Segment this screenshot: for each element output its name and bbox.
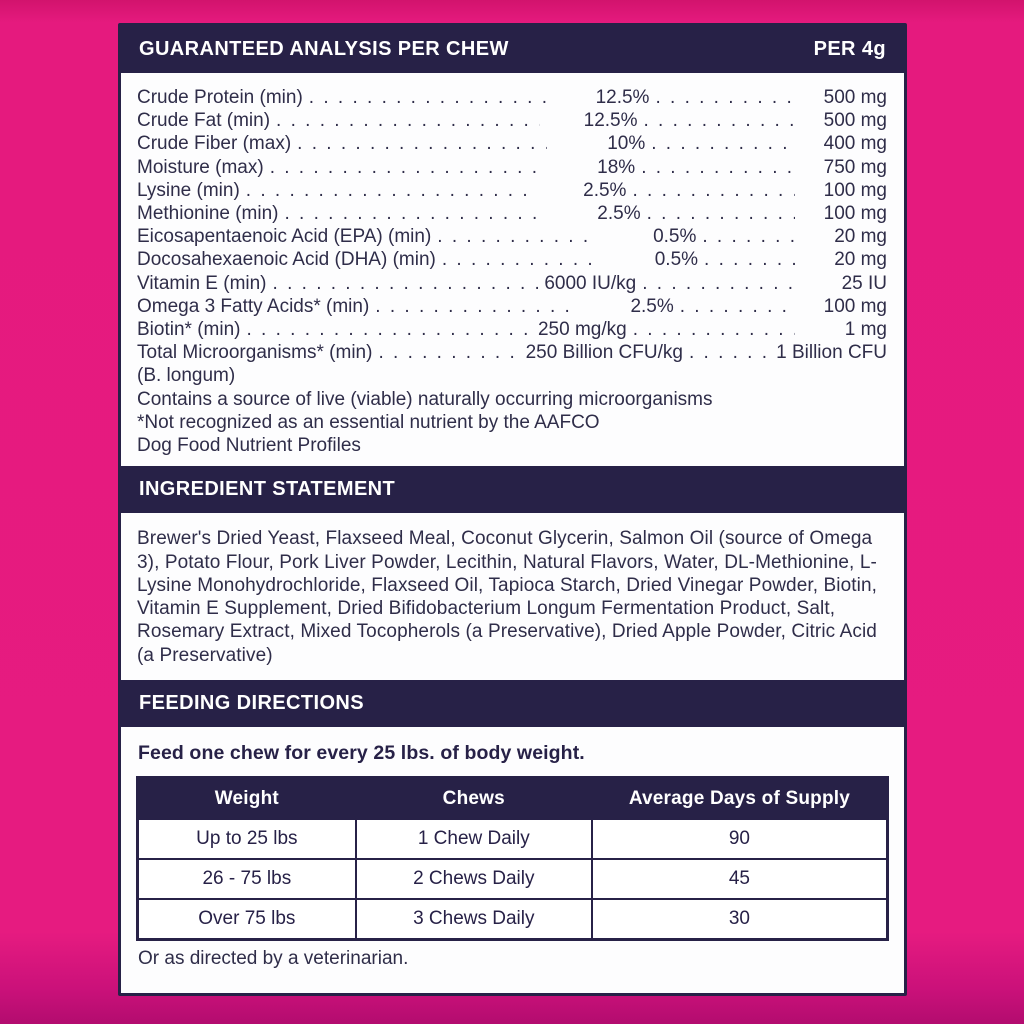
analysis-row — [137, 86, 887, 109]
nutrient-amount: 1 Billion CFU — [776, 342, 887, 364]
dot-leader — [642, 272, 795, 295]
nutrient-amount: 100 mg — [823, 203, 887, 225]
weight-cell: Over 75 lbs — [138, 899, 356, 940]
nutrient-amount: 25 IU — [841, 272, 887, 294]
analysis-row — [137, 318, 887, 341]
analysis-row — [137, 132, 887, 155]
feeding-table-header-row — [138, 778, 888, 820]
veterinarian-footnote: Or as directed by a veterinarian. — [138, 948, 409, 970]
dot-leader — [702, 225, 795, 248]
column-header-weight: Weight — [138, 778, 356, 820]
nutrient-label: Total Microorganisms* (min) — [137, 342, 373, 364]
dot-leader — [633, 318, 795, 341]
chews-cell: 3 Chews Daily — [356, 899, 592, 940]
nutrient-amount: 1 mg — [844, 319, 887, 341]
nutrient-label: Docosahexaenoic Acid (DHA) (min) — [137, 249, 436, 271]
nutrient-label: Methionine (min) — [137, 203, 279, 225]
analysis-row — [137, 109, 887, 132]
dot-leader — [689, 341, 770, 364]
feeding-table — [136, 776, 889, 941]
feeding-intro: Feed one chew for every 25 lbs. of body weight. — [138, 742, 585, 765]
dot-leader — [309, 86, 552, 109]
guaranteed-analysis-body — [121, 73, 904, 466]
dot-leader — [285, 202, 543, 225]
days-cell: 90 — [592, 819, 888, 859]
dot-leader — [704, 248, 795, 271]
nutrient-label: Lysine (min) — [137, 179, 240, 201]
column-header-days-of-supply: Average Days of Supply — [592, 778, 888, 820]
nutrient-label: Biotin* (min) — [137, 319, 241, 341]
dot-leader — [378, 341, 519, 364]
nutrient-value: 6000 IU/kg — [544, 272, 637, 294]
dot-leader — [647, 202, 795, 225]
nutrient-label: Vitamin E (min) — [137, 272, 267, 294]
nutrient-label: Crude Protein (min) — [137, 87, 303, 108]
species-continuation: (B. longum) — [137, 365, 236, 387]
days-cell: 45 — [592, 859, 888, 899]
analysis-row — [137, 248, 887, 271]
analysis-note: *Not recognized as an essential nutrient by the AAFCO — [137, 411, 600, 433]
guaranteed-analysis-title: GUARANTEED ANALYSIS PER CHEW — [139, 38, 509, 60]
ingredient-statement-title: INGREDIENT STATEMENT — [139, 478, 396, 501]
analysis-row — [137, 341, 887, 364]
nutrient-label: Crude Fat (min) — [137, 110, 271, 132]
chews-cell: 1 Chew Daily — [356, 819, 592, 859]
dot-leader — [680, 295, 795, 318]
feeding-directions-title: FEEDING DIRECTIONS — [139, 692, 364, 715]
nutrient-value: 0.5% — [653, 226, 697, 248]
analysis-row — [137, 272, 887, 295]
analysis-note: Dog Food Nutrient Profiles — [137, 435, 361, 457]
guaranteed-analysis-header-bar — [121, 26, 904, 73]
analysis-row — [137, 202, 887, 225]
nutrient-amount: 500 mg — [823, 87, 887, 108]
nutrient-amount: 20 mg — [834, 226, 887, 248]
ingredient-list: Brewer's Dried Yeast, Flaxseed Meal, Coconut Glycerin, Salmon Oil (source of Omega 3), Potato Flour, Pork Liver Powder, Lecithin, Natural Flavors, Water, DL-Methionine, L-Lysine Monohydrochloride, Flaxseed Oil, Tapioca Starch, Dried Vinegar Powder, Biotin, Vitamin E Supplement, Dried Bifidobacterium Longum Fermentation Product, Salt, Rosemary Extract, Mixed Tocopherols (a Preservative), Dried Apple Powder, Citric Acid (a Preservative) — [137, 528, 878, 666]
dot-leader — [437, 225, 598, 248]
nutrient-amount: 750 mg — [823, 156, 887, 178]
nutrient-value: 12.5% — [583, 110, 638, 132]
dot-leader — [273, 272, 539, 295]
table-row — [138, 899, 888, 940]
dot-leader — [297, 132, 547, 155]
feeding-directions-header-bar — [121, 680, 904, 727]
dot-leader — [632, 179, 795, 202]
nutrient-label: Eicosapentaenoic Acid (EPA) (min) — [137, 226, 432, 248]
dot-leader — [651, 132, 795, 155]
analysis-row — [137, 295, 887, 318]
nutrient-amount: 400 mg — [823, 133, 887, 155]
analysis-row — [137, 179, 887, 202]
analysis-row — [137, 225, 887, 248]
nutrient-amount: 100 mg — [823, 295, 887, 317]
nutrient-value: 18% — [597, 156, 636, 178]
supplement-label-card — [118, 23, 907, 996]
dot-leader — [375, 295, 575, 318]
dot-leader — [270, 156, 538, 179]
nutrient-amount: 20 mg — [834, 249, 887, 271]
column-header-chews: Chews — [356, 778, 592, 820]
nutrient-label: Crude Fiber (max) — [137, 133, 292, 155]
dot-leader — [276, 109, 539, 132]
nutrient-amount: 100 mg — [823, 179, 887, 201]
nutrient-value: 250 mg/kg — [537, 319, 627, 341]
analysis-note: Contains a source of live (viable) naturally occurring microorganisms — [137, 388, 713, 410]
feeding-directions-body — [121, 727, 904, 970]
ingredient-statement-header-bar — [121, 466, 904, 513]
nutrient-value: 0.5% — [654, 249, 699, 271]
nutrient-value: 2.5% — [630, 295, 674, 317]
dot-leader — [644, 109, 796, 132]
chews-cell: 2 Chews Daily — [356, 859, 592, 899]
per-serving-label: PER 4g — [813, 38, 886, 60]
nutrient-value: 250 Billion CFU/kg — [525, 342, 683, 364]
dot-leader — [641, 156, 795, 179]
weight-cell: Up to 25 lbs — [138, 819, 356, 859]
weight-cell: 26 - 75 lbs — [138, 859, 356, 899]
nutrient-value: 10% — [607, 133, 646, 155]
table-row — [138, 859, 888, 899]
days-cell: 30 — [592, 899, 888, 940]
dot-leader — [246, 179, 529, 202]
nutrient-amount: 500 mg — [823, 110, 887, 132]
table-row — [138, 819, 888, 859]
nutrient-label: Moisture (max) — [137, 156, 264, 178]
nutrient-value: 2.5% — [597, 203, 641, 225]
analysis-row — [137, 156, 887, 179]
nutrient-label: Omega 3 Fatty Acids* (min) — [137, 295, 370, 317]
dot-leader — [246, 318, 528, 341]
dot-leader — [442, 248, 600, 271]
nutrient-value: 2.5% — [583, 179, 627, 201]
nutrient-value: 12.5% — [595, 87, 650, 108]
dot-leader — [655, 86, 795, 109]
